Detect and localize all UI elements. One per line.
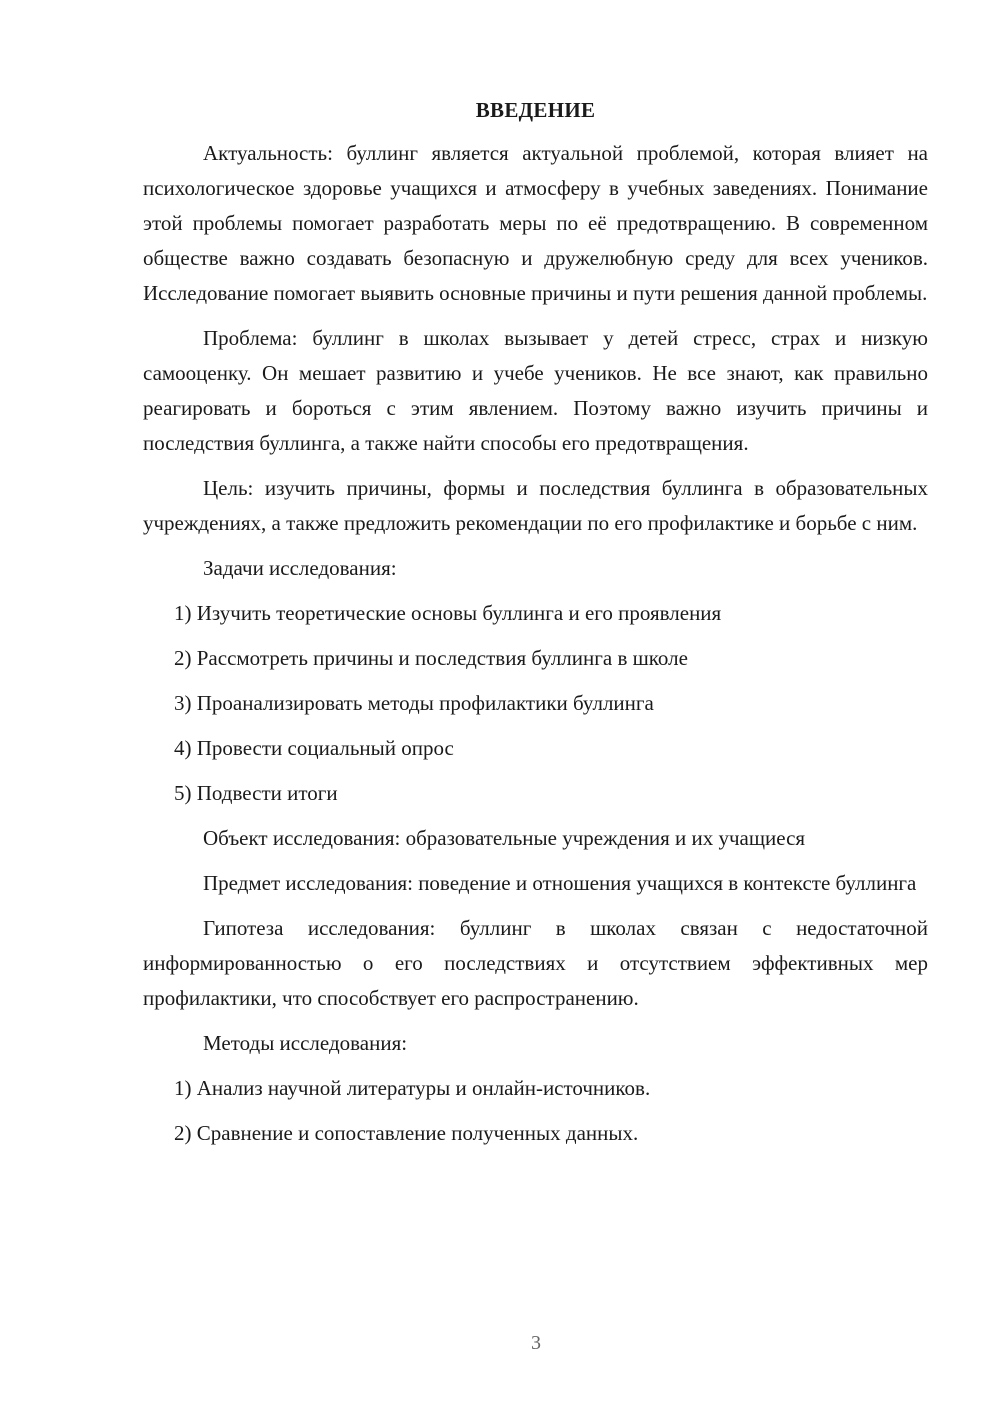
method-item: 2) Сравнение и сопоставление полученных данных.	[174, 1121, 639, 1145]
task-item: 2) Рассмотреть причины и последствия буллинга в школе	[174, 646, 688, 670]
tasks-list	[143, 596, 928, 811]
object-paragraph: Объект исследования: образовательные учреждения и их учащиеся	[203, 826, 806, 850]
document-page	[143, 90, 928, 1161]
task-item: 5) Подвести итоги	[174, 781, 338, 805]
method-item: 1) Анализ научной литературы и онлайн-источников.	[174, 1076, 651, 1100]
task-item: 3) Проанализировать методы профилактики буллинга	[174, 691, 654, 715]
tasks-label: Задачи исследования:	[203, 556, 397, 580]
subject-paragraph: Предмет исследования: поведение и отношения учащихся в контексте буллинга	[203, 871, 917, 895]
goal-paragraph: Цель: изучить причины, формы и последствия буллинга в образовательных учреждениях, а также предложить рекомендации по его профилактике и борьбе с ним.	[143, 476, 928, 535]
problem-paragraph: Проблема: буллинг в школах вызывает у детей стресс, страх и низкую самооценку. Он мешает развитию и учебе учеников. Не все знают, как правильно реагировать и бороться с этим явлением. Поэтому важно изучить причины и последствия буллинга, а также найти способы его предотвращения.	[143, 326, 928, 455]
task-item: 1) Изучить теоретические основы буллинга и его проявления	[174, 601, 722, 625]
hypothesis-paragraph: Гипотеза исследования: буллинг в школах связан с недостаточной информированностью о его последствиях и отсутствием эффективных мер профилактики, что способствует его распространению.	[143, 916, 928, 1010]
methods-label: Методы исследования:	[203, 1031, 408, 1055]
methods-list	[143, 1071, 928, 1151]
page-number: 3	[531, 1332, 541, 1354]
relevance-paragraph: Актуальность: буллинг является актуальной проблемой, которая влияет на психологическое здоровье учащихся и атмосферу в учебных заведениях. Понимание этой проблемы помогает разработать меры по её предотвращению. В современном обществе важно создавать безопасную и дружелюбную среду для всех учеников. Исследование помогает выявить основные причины и пути решения данной проблемы.	[143, 141, 928, 305]
task-item: 4) Провести социальный опрос	[174, 736, 454, 760]
section-title: ВВЕДЕНИЕ	[475, 98, 596, 122]
